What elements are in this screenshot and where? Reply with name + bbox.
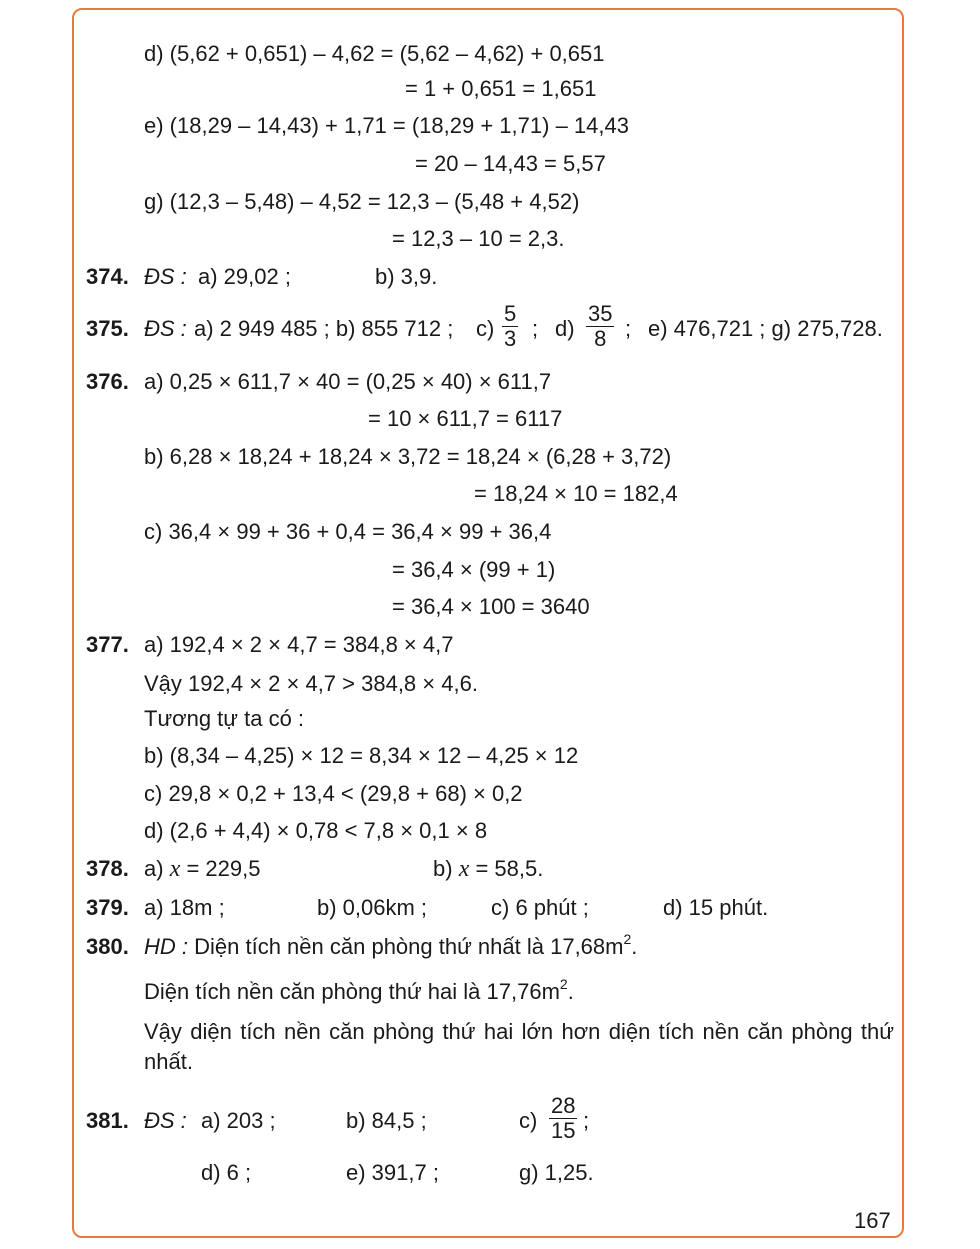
problem-380-number: 380. — [86, 934, 129, 959]
problem-379-a: a) 18m ; — [144, 895, 225, 920]
problem-374-ds: ĐS : — [144, 264, 187, 289]
page-number: 167 — [854, 1208, 891, 1233]
fraction-numerator: 5 — [504, 301, 517, 326]
problem-380-l1-text: Diện tích nền căn phòng thứ nhất là 17,68m — [194, 934, 624, 959]
problem-376-c1: c) 36,4 × 99 + 36 + 0,4 = 36,4 × 99 + 36,4 — [144, 519, 552, 544]
prev-e-line1: e) (18,29 – 14,43) + 1,71 = (18,29 + 1,71) – 14,43 — [144, 113, 629, 138]
fraction-numerator: 28 — [551, 1093, 576, 1118]
problem-376-c3: = 36,4 × 100 = 3640 — [392, 594, 590, 619]
problem-376-b1: b) 6,28 × 18,24 + 18,24 × 3,72 = 18,24 × (6,28 + 3,72) — [144, 444, 672, 469]
problem-379-c: c) 6 phút ; — [491, 895, 589, 920]
problem-376-c2: = 36,4 × (99 + 1) — [392, 557, 556, 582]
problem-375-number: 375. — [86, 316, 129, 341]
problem-376-a1: a) 0,25 × 611,7 × 40 = (0,25 × 40) × 611,7 — [144, 369, 552, 394]
problem-381-d: d) 6 ; — [201, 1160, 252, 1185]
problem-380-l2-text: Diện tích nền căn phòng thứ hai là 17,76m — [144, 979, 560, 1004]
problem-381-a: a) 203 ; — [201, 1108, 276, 1133]
prev-d-line2: = 1 + 0,651 = 1,651 — [405, 76, 597, 101]
problem-374-a: a) 29,02 ; — [198, 264, 291, 289]
fraction-denominator: 3 — [504, 326, 517, 351]
problem-377-number: 377. — [86, 632, 129, 657]
fraction-denominator: 8 — [594, 326, 607, 351]
problem-375-c-fraction — [502, 302, 518, 351]
prev-e-line2: = 20 – 14,43 = 5,57 — [415, 151, 606, 176]
prev-g-line1: g) (12,3 – 5,48) – 4,52 = 12,3 – (5,48 + 4,52) — [144, 189, 580, 214]
problem-375-ds: ĐS : — [144, 316, 187, 341]
problem-380-hd: HD : — [144, 934, 188, 959]
problem-377-a: a) 192,4 × 2 × 4,7 = 384,8 × 4,7 — [144, 632, 454, 657]
problem-379-d: d) 15 phút. — [663, 895, 769, 920]
problem-381-c-fraction — [549, 1094, 577, 1143]
problem-377-vay: Vậy 192,4 × 2 × 4,7 > 384,8 × 4,6. — [144, 671, 478, 696]
problem-377-b: b) (8,34 – 4,25) × 12 = 8,34 × 12 – 4,25 × 12 — [144, 743, 579, 768]
problem-377-d: d) (2,6 + 4,4) × 0,78 < 7,8 × 0,1 × 8 — [144, 818, 488, 843]
variable-x: x — [458, 856, 470, 882]
superscript: 2 — [623, 930, 632, 947]
variable-x: x — [169, 856, 181, 882]
problem-377-tuong: Tương tự ta có : — [144, 706, 305, 731]
problem-377-c: c) 29,8 × 0,2 + 13,4 < (29,8 + 68) × 0,2 — [144, 781, 523, 806]
problem-379-b: b) 0,06km ; — [317, 895, 428, 920]
prev-g-line2: = 12,3 – 10 = 2,3. — [392, 226, 565, 251]
problem-378-number: 378. — [86, 856, 129, 881]
problem-378-b-value: = 58,5. — [475, 856, 544, 881]
problem-380-line2 — [144, 975, 574, 1005]
period: . — [631, 934, 638, 959]
problem-379-number: 379. — [86, 895, 129, 920]
problem-375-ab: a) 2 949 485 ; b) 855 712 ; — [194, 316, 454, 341]
problem-375-d-fraction — [586, 302, 614, 351]
problem-378-a — [144, 856, 260, 882]
problem-375-semi1: ; — [532, 316, 539, 341]
problem-376-b2: = 18,24 × 10 = 182,4 — [474, 481, 678, 506]
problem-381-ds: ĐS : — [144, 1108, 187, 1133]
period: . — [567, 979, 574, 1004]
fraction-denominator: 15 — [551, 1118, 576, 1143]
problem-378-a-value: = 229,5 — [186, 856, 261, 881]
problem-378-b-label: b) — [433, 856, 453, 881]
problem-381-e: e) 391,7 ; — [346, 1160, 439, 1185]
problem-376-number: 376. — [86, 369, 129, 394]
superscript: 2 — [559, 975, 568, 992]
prev-d-line1: d) (5,62 + 0,651) – 4,62 = (5,62 – 4,62) + 0,651 — [144, 41, 605, 66]
problem-374-number: 374. — [86, 264, 129, 289]
problem-378-a-label: a) — [144, 856, 164, 881]
problem-381-g: g) 1,25. — [519, 1160, 594, 1185]
problem-380-paragraph: Vậy diện tích nền căn phòng thứ hai lớn hơn diện tích nền căn phòng thứ nhất. — [144, 1019, 894, 1074]
problem-378-b — [433, 856, 543, 882]
problem-375-semi2: ; — [625, 316, 632, 341]
problem-381-b: b) 84,5 ; — [346, 1108, 427, 1133]
problem-381-c-label: c) — [519, 1108, 538, 1133]
problem-375-d-label: d) — [555, 316, 575, 341]
problem-374-b: b) 3,9. — [375, 264, 438, 289]
problem-380-line1 — [144, 930, 638, 960]
problem-381-semi: ; — [583, 1108, 590, 1133]
fraction-numerator: 35 — [588, 301, 613, 326]
problem-381-number: 381. — [86, 1108, 129, 1133]
problem-375-eg: e) 476,721 ; g) 275,728. — [648, 316, 883, 341]
problem-376-a2: = 10 × 611,7 = 6117 — [368, 406, 563, 431]
problem-375-c-label: c) — [476, 316, 495, 341]
